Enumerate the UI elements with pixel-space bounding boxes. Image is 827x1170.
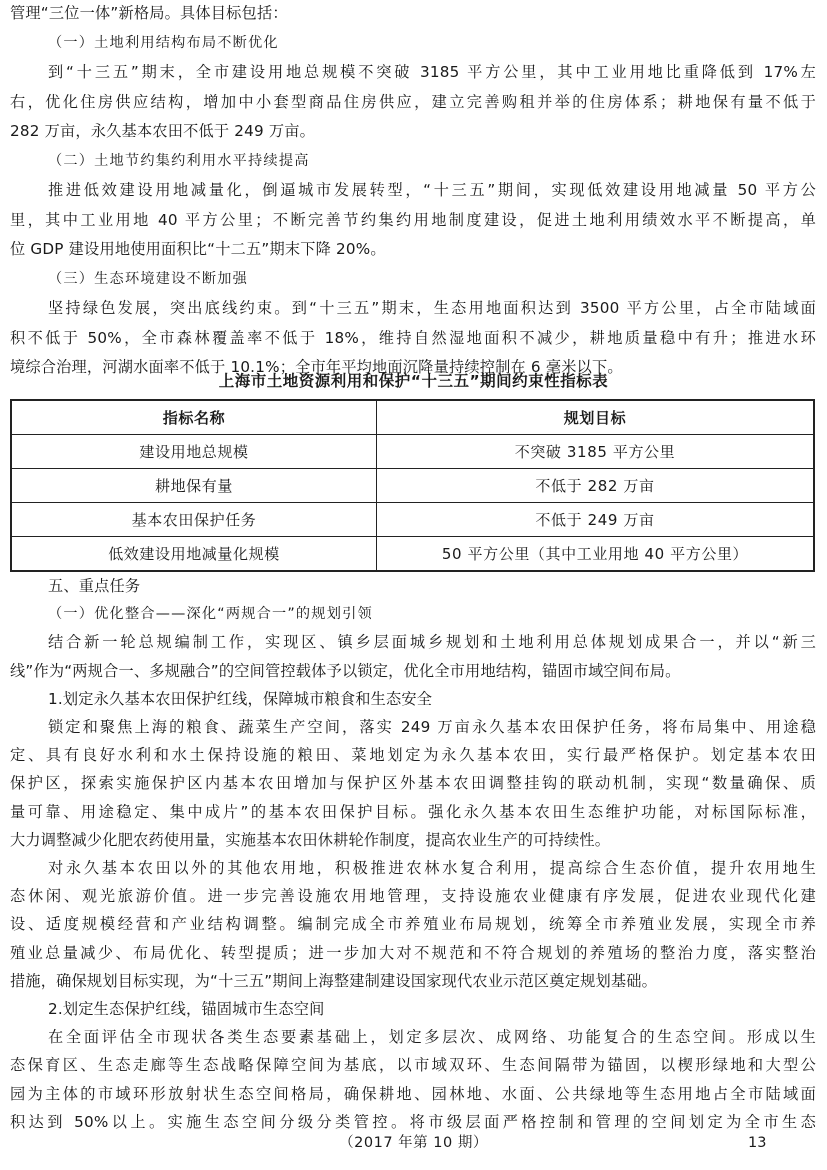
issue-footer: （2017 年第 10 期） — [339, 1135, 488, 1151]
paragraph-line: 境综合治理，河湖水面率不低于 10.1%；全市年平均地面沉降量持续控制在 6 毫米以下。 — [10, 358, 623, 376]
paragraph-line: 位 GDP 建设用地使用面积比“十二五”期末下降 20%。 — [10, 240, 386, 258]
paragraph-line: 锁定和聚焦上海的粮食、蔬菜生产空间，落实 249 万亩永久基本农田保护任务，将布局集中、用途稳 — [48, 718, 816, 736]
indicator-target: 不低于 249 万亩 — [377, 503, 815, 537]
paragraph-line: 设、适度规模经营和产业结构调整。编制完成全市养殖业布局规划，统筹全市养殖业发展，实现全市养 — [10, 915, 816, 934]
section-heading: （一）优化整合——深化“两规合一”的规划引领 — [48, 606, 373, 623]
paragraph-line: 坚持绿色发展，突出底线约束。到“十三五”期末，生态用地面积达到 3500 平方公里，占全市陆域面 — [48, 299, 816, 317]
paragraph-line: 里，其中工业用地 40 平方公里；不断完善节约集约用地制度建设，促进土地利用绩效水平不断提高，单 — [10, 210, 816, 229]
table-row — [11, 503, 814, 537]
indicator-target: 不突破 3185 平方公里 — [377, 435, 815, 469]
column-header-indicator: 指标名称 — [11, 400, 377, 435]
indicator-name: 基本农田保护任务 — [11, 503, 377, 537]
paragraph-line: 积不低于 50%，全市森林覆盖率不低于 18%，维持自然湿地面积不减少，耕地质量稳中有升；推进水环 — [10, 328, 816, 347]
paragraph-line: 推进低效建设用地减量化，倒逼城市发展转型，“十三五”期间，实现低效建设用地减量 50 平方公 — [48, 181, 816, 199]
paragraph-line: 措施，确保规划目标实现，为“十三五”期间上海整建制建设国家现代农业示范区奠定规划基础。 — [10, 971, 658, 990]
indicator-target: 50 平方公里（其中工业用地 40 平方公里） — [377, 537, 815, 572]
indicator-name: 低效建设用地减量化规模 — [11, 537, 377, 572]
paragraph-line: 到“十三五”期末，全市建设用地总规模不突破 3185 平方公里，其中工业用地比重降低到 17%左 — [48, 63, 816, 81]
column-header-target: 规划目标 — [377, 400, 815, 435]
paragraph-line: 对永久基本农田以外的其他农用地，积极推进农林水复合利用，提高综合生态价值，提升农用地生 — [48, 859, 816, 877]
indicator-name: 建设用地总规模 — [11, 435, 377, 469]
table-title: 上海市土地资源利用和保护“十三五”期间约束性指标表 — [218, 372, 609, 390]
paragraph-line: 定、具有良好水利和水土保持设施的粮田、菜地划定为永久基本农田，实行最严格保护。划定基本农田 — [10, 746, 816, 765]
section-heading: 2.划定生态保护红线，锚固城市生态空间 — [48, 1000, 325, 1018]
table-row — [11, 537, 814, 572]
table-row — [11, 435, 814, 469]
paragraph-line: 管理“三位一体”新格局。具体目标包括： — [10, 4, 288, 22]
paragraph-line: 积达到 50%以上。实施生态空间分级分类管控。将市级层面严格控制和管理的空间划定为全市生态 — [10, 1112, 816, 1131]
section-heading: （一）土地利用结构布局不断优化 — [48, 34, 279, 51]
page-number: 13 — [748, 1135, 767, 1151]
paragraph-line: 态休闲、观光旅游价值。进一步完善设施农用地管理，支持设施农业健康有序发展，促进农业现代化建 — [10, 887, 816, 906]
paragraph-line: 大力调整减少化肥农药使用量，实施基本农田休耕轮作制度，提高农业生产的可持续性。 — [10, 830, 611, 849]
paragraph-line: 结合新一轮总规编制工作，实现区、镇乡层面城乡规划和土地利用总体规划成果合一，并以“新三 — [48, 633, 816, 652]
section-heading: （三）生态环境建设不断加强 — [48, 270, 249, 287]
paragraph-line: 右，优化住房供应结构，增加中小套型商品住房供应，建立完善购租并举的住房体系；耕地保有量不低于 — [10, 92, 816, 111]
section-heading: 1.划定永久基本农田保护红线，保障城市粮食和生态安全 — [48, 689, 433, 708]
indicator-target: 不低于 282 万亩 — [377, 469, 815, 503]
table-header-row — [11, 400, 814, 435]
indicator-table — [10, 399, 815, 572]
paragraph-line: 在全面评估全市现状各类生态要素基础上，划定多层次、成网络、功能复合的生态空间。形成以生 — [48, 1028, 816, 1047]
paragraph-line: 282 万亩，永久基本农田不低于 249 万亩。 — [10, 122, 316, 140]
paragraph-line: 殖业总量减少、布局优化、转型提质；进一步加大对不规范和不符合规划的养殖场的整治力度，落实整治 — [10, 943, 816, 962]
paragraph-line: 保护区，探索实施保护区内基本农田增加与保护区外基本农田调整挂钩的联动机制，实现“数量确保、质 — [10, 774, 816, 793]
paragraph-line: 线”作为“两规合一、多规融合”的空间管控载体予以锁定，优化全市用地结构，锚固市域空间布局。 — [10, 661, 681, 680]
section-heading: 五、重点任务 — [48, 577, 141, 595]
paragraph-line: 园为主体的市域环形放射状生态空间格局，确保耕地、园林地、水面、公共绿地等生态用地占全市陆域面 — [10, 1084, 816, 1103]
table-row — [11, 469, 814, 503]
paragraph-line: 态保育区、生态走廊等生态战略保障空间为基底，以市域双环、生态间隔带为锚固，以楔形绿地和大型公 — [10, 1056, 816, 1075]
section-heading: （二）土地节约集约利用水平持续提高 — [48, 152, 310, 169]
paragraph-line: 量可靠、用途稳定、集中成片”的基本农田保护目标。强化永久基本农田生态维护功能，对标国际标准， — [10, 802, 816, 821]
indicator-name: 耕地保有量 — [11, 469, 377, 503]
